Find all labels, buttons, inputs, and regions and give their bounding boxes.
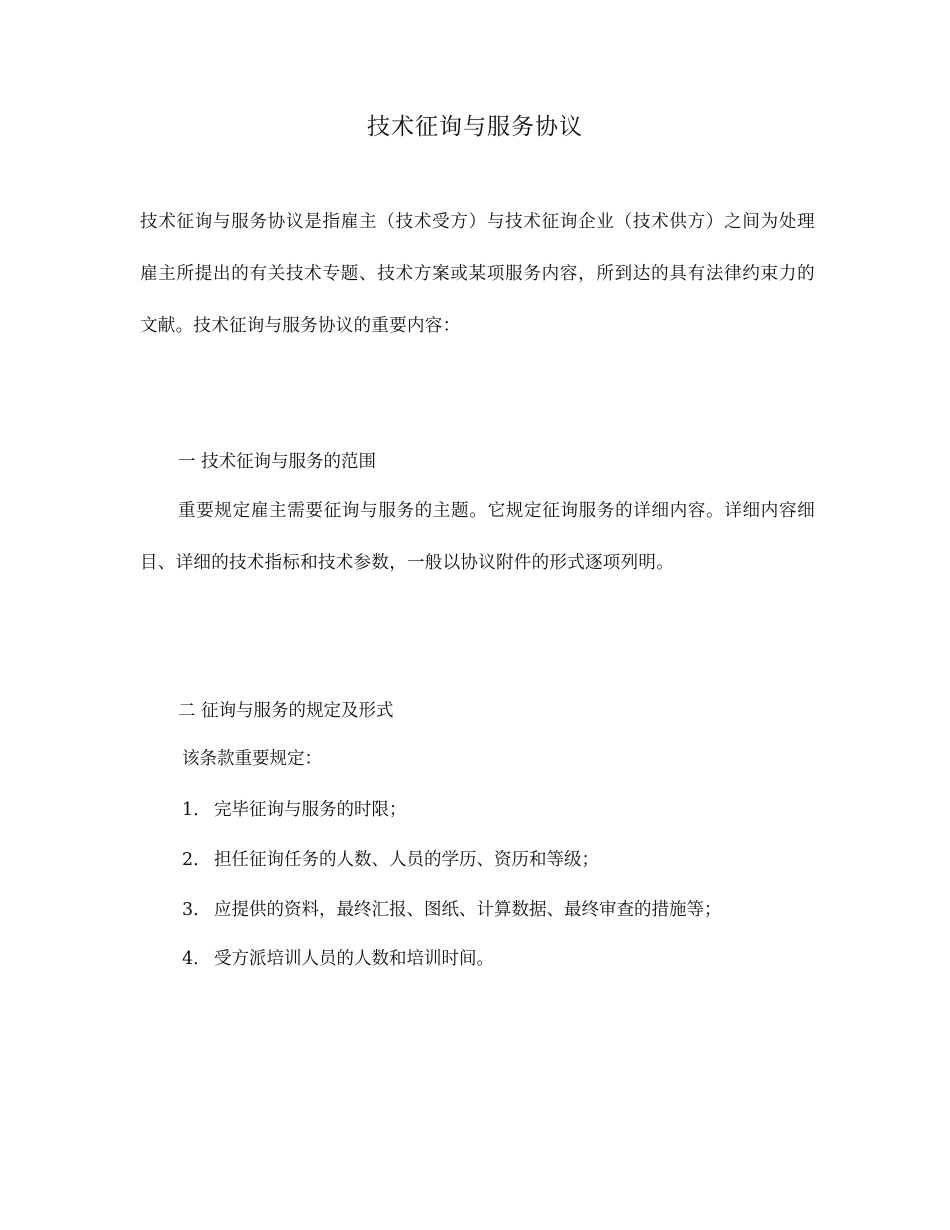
list-item	[182, 895, 722, 925]
list-item-text: 受方派培训人员的人数和培训时间。	[214, 949, 494, 969]
list-item-text: 完毕征询与服务的时限；	[214, 800, 407, 820]
document-title: 技术征询与服务协议	[367, 114, 583, 140]
section-2-lead: 该条款重要规定：	[182, 749, 322, 769]
list-item-text: 担任征询任务的人数、人员的学历、资历和等级；	[214, 850, 599, 870]
list-item	[182, 845, 599, 875]
list-item-number: 1．	[182, 800, 211, 820]
section-1-body: 重要规定雇主需要征询与服务的主题。它规定征询服务的详细内容。详细内容细目、详细的技术指标和技术参数，一般以协议附件的形式逐项列明。	[140, 501, 815, 573]
section-2-heading: 二 征询与服务的规定及形式	[178, 701, 394, 721]
list-item-text: 应提供的资料，最终汇报、图纸、计算数据、最终审查的措施等；	[214, 900, 722, 920]
section-1-heading: 一 技术征询与服务的范围	[178, 452, 377, 472]
list-item-number: 2．	[182, 850, 211, 870]
list-item-number: 3．	[182, 900, 211, 920]
list-item-number: 4．	[182, 949, 211, 969]
list-item	[182, 795, 407, 825]
intro-paragraph: 技术征询与服务协议是指雇主（技术受方）与技术征询企业（技术供方）之间为处理雇主所提出的有关技术专题、技术方案或某项服务内容，所到达的具有法律约束力的文献。技术征询与服务协议的重要内容：	[140, 212, 815, 336]
list-item	[182, 944, 494, 974]
